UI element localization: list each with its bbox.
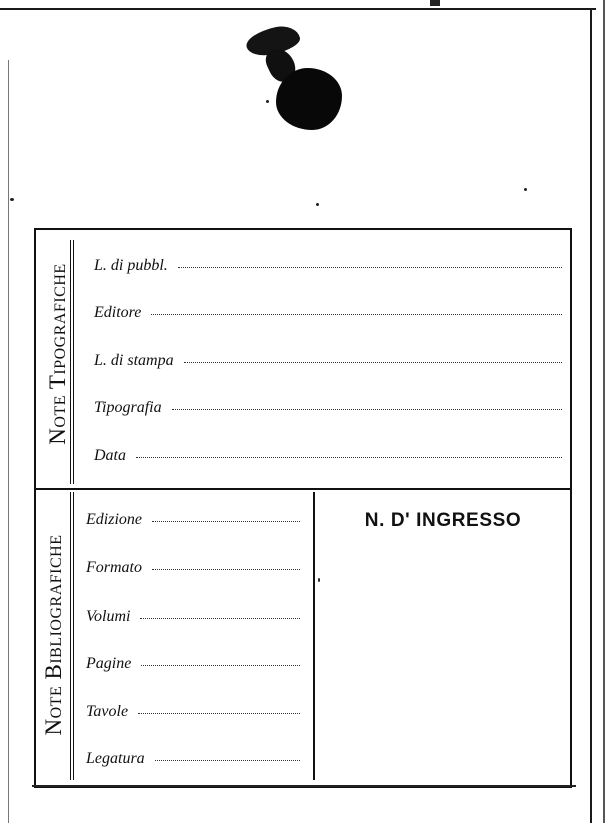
page-right-edge [603, 0, 605, 823]
section-divider-bottom [70, 492, 74, 780]
field-volumi [86, 608, 300, 632]
fill-line[interactable] [140, 618, 300, 619]
field-editore [94, 304, 562, 328]
fill-line[interactable] [178, 267, 562, 268]
card-right-edge [590, 8, 592, 823]
speck [266, 100, 269, 103]
ingresso-divider [313, 492, 315, 780]
section-separator [36, 488, 570, 490]
field-label: Tavole [86, 703, 129, 720]
field-label: Volumi [86, 608, 131, 625]
field-label: Tipografia [94, 399, 162, 416]
field-label: Pagine [86, 655, 132, 672]
fill-line[interactable] [151, 314, 562, 315]
field-data [94, 447, 562, 471]
field-label: L. di stampa [94, 352, 174, 369]
field-label: Legatura [86, 750, 145, 767]
field-luogo-pubblicazione [94, 257, 562, 281]
field-edizione [86, 511, 300, 535]
speck [524, 188, 527, 191]
fill-line[interactable] [184, 362, 562, 363]
note-bibliografiche-heading: Note Bibliografiche [41, 534, 66, 736]
field-tipografia [94, 399, 562, 423]
field-label: Edizione [86, 511, 142, 528]
field-label: Formato [86, 559, 142, 576]
hole-blob [276, 68, 342, 130]
field-legatura [86, 750, 300, 774]
numero-ingresso-title: N. D' INGRESSO [364, 510, 522, 531]
fill-line[interactable] [141, 665, 300, 666]
fill-line[interactable] [136, 457, 562, 458]
top-notch [430, 0, 440, 6]
field-label: L. di pubbl. [94, 257, 168, 274]
form-bottom-rule [32, 785, 576, 787]
field-tavole [86, 703, 300, 727]
speck [10, 198, 14, 201]
numero-ingresso-box[interactable] [318, 540, 568, 778]
card-left-edge [8, 60, 9, 823]
card-top-edge [0, 8, 596, 10]
field-luogo-stampa [94, 352, 562, 376]
fill-line[interactable] [155, 760, 300, 761]
field-label: Data [94, 447, 126, 464]
field-label: Editore [94, 304, 142, 321]
section-divider-top [70, 240, 74, 484]
fill-line[interactable] [138, 713, 300, 714]
fill-line[interactable] [172, 409, 562, 410]
fill-line[interactable] [152, 569, 300, 570]
note-tipografiche-heading: Note Tipografiche [45, 263, 70, 445]
field-formato [86, 559, 300, 583]
field-pagine [86, 655, 300, 679]
fill-line[interactable] [152, 521, 300, 522]
speck [316, 203, 319, 206]
